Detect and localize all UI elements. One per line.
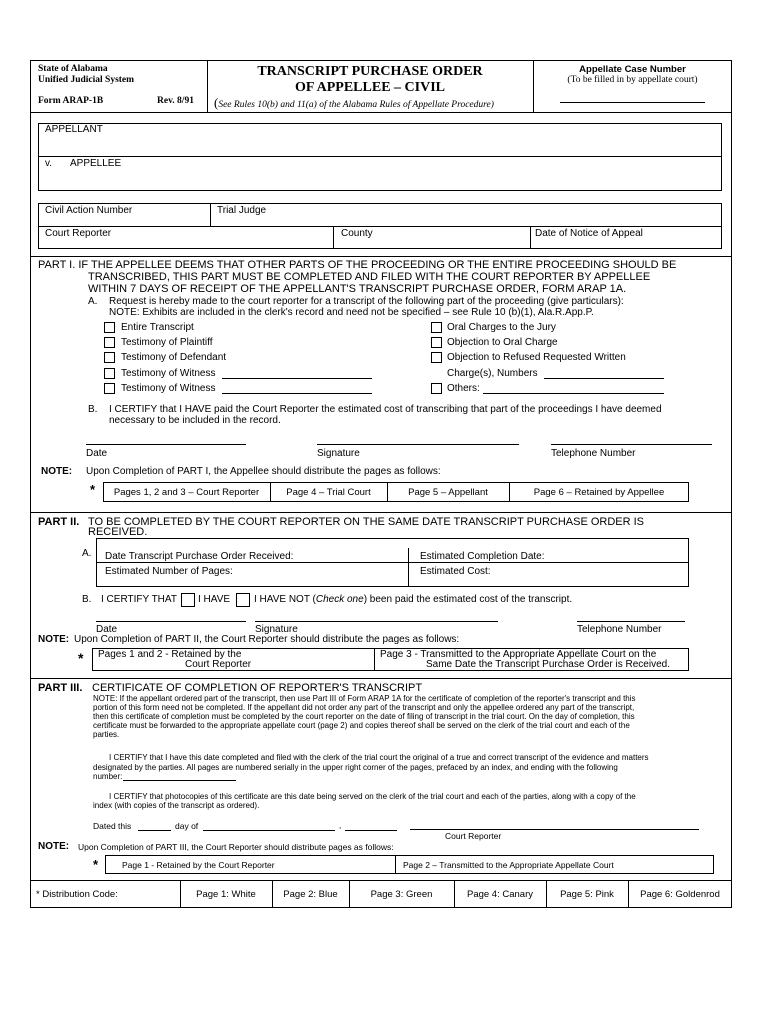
appellee-field[interactable]: [38, 157, 722, 191]
part3-star: *: [93, 857, 99, 872]
appellate-case-number-label: Appellate Case Number: [579, 64, 686, 75]
part2-a-label: A.: [82, 548, 92, 559]
part3-heading: CERTIFICATE OF COMPLETION OF REPORTER'S TRANSCRIPT: [92, 682, 423, 694]
court-reporter-signature-label: Court Reporter: [445, 831, 502, 841]
part2-telephone-label: Telephone Number: [577, 624, 662, 635]
objection-refused-checkbox[interactable]: [431, 352, 442, 363]
have-label: I HAVE: [198, 594, 231, 605]
form-title-1: TRANSCRIPT PURCHASE ORDER: [257, 64, 483, 79]
part1-telephone-field[interactable]: [551, 444, 712, 445]
system-label: Unified Judicial System: [38, 75, 135, 85]
part1-a-note: NOTE: Exhibits are included in the clerk's record and need not be specified – see Rule 10 (b)(1), Ala.R.App.P.: [109, 307, 594, 318]
plaintiff-testimony-checkbox[interactable]: [104, 337, 115, 348]
part3-note-3: then this certificate of completion must be completed by the court reporter on the date of filing of transcript in the trial court. On the day of completion, this: [93, 712, 635, 721]
distribution-code-label: * Distribution Code:: [36, 888, 118, 900]
part2-signature-field[interactable]: [255, 621, 498, 622]
appellate-case-number-sub: (To be filled in by appellate court): [567, 75, 698, 85]
objection-oral-charge-checkbox[interactable]: [431, 337, 442, 348]
part3-certify1-2: designated by the parties. All pages are numbered serially in the upper right corner of the pages, prefaced by an index, and ending with the following: [93, 763, 618, 772]
part2-label: PART II.: [38, 516, 80, 528]
form-title-2: OF APPELLEE – CIVIL: [294, 80, 445, 95]
notice-of-appeal-date-field[interactable]: Date of Notice of Appeal: [535, 228, 643, 239]
date-received-field[interactable]: Date Transcript Purchase Order Received:: [105, 551, 294, 562]
page6-color: Page 6: Goldenrod: [640, 888, 720, 900]
have-not-pre: I HAVE NOT (: [254, 594, 316, 605]
court-reporter-field[interactable]: Court Reporter: [45, 228, 112, 239]
trial-judge-field[interactable]: Trial Judge: [217, 205, 267, 216]
part2-star: *: [78, 650, 84, 666]
rules-reference: [214, 95, 494, 111]
part1-a-label: A.: [88, 296, 98, 307]
form-number: Form ARAP-1B: [38, 96, 104, 106]
versus-label: v.: [45, 158, 53, 169]
witness-name-field-2[interactable]: [222, 393, 372, 394]
page5-color: Page 5: Pink: [560, 888, 614, 900]
page2-color: Page 2: Blue: [283, 888, 338, 900]
rules-text: See Rules 10(b) and 11(a) of the Alabama Rules of Appellate Procedure): [218, 100, 494, 110]
part3-number-label: number:: [93, 772, 123, 781]
part2-heading-1: TO BE COMPLETED BY THE COURT REPORTER ON THE SAME DATE TRANSCRIPT PURCHASE ORDER IS: [88, 516, 645, 528]
part1-note-label: NOTE:: [41, 466, 73, 477]
oral-charges-checkbox[interactable]: [431, 322, 442, 333]
part3-note-label: NOTE:: [38, 841, 70, 852]
dated-year-field[interactable]: [345, 830, 397, 831]
part2-telephone-field[interactable]: [577, 621, 685, 622]
plaintiff-testimony-label: Testimony of Plaintiff: [121, 337, 213, 348]
dated-month-field[interactable]: [203, 830, 335, 831]
est-completion-field[interactable]: Estimated Completion Date:: [420, 551, 545, 562]
page4-color: Page 4: Canary: [466, 888, 533, 900]
day-of-label: day of: [175, 821, 199, 831]
part1-dist-appellant: Page 5 – Appellant: [408, 486, 488, 498]
others-checkbox[interactable]: [431, 383, 442, 394]
part3-label: PART III.: [38, 682, 83, 694]
part2-signature-label: Signature: [255, 624, 298, 635]
part2-date-label: Date: [96, 624, 118, 635]
have-not-text: [254, 594, 572, 605]
part1-b-text-2: necessary to be included in the record.: [109, 415, 281, 426]
dated-day-field[interactable]: [138, 830, 171, 831]
check-one: Check one: [315, 594, 364, 605]
part1-note-text: Upon Completion of PART I, the Appellee should distribute the pages as follows:: [86, 466, 441, 477]
defendant-testimony-checkbox[interactable]: [104, 352, 115, 363]
court-reporter-signature-field[interactable]: [410, 829, 699, 830]
part3-note-1: NOTE: If the appellant ordered part of the transcript, then use Part III of Form ARAP 1A for the certificate of completion of the reporter's transcript and this: [93, 694, 636, 703]
state-label: State of Alabama: [38, 64, 108, 74]
witness-testimony-checkbox-1[interactable]: [104, 368, 115, 379]
part3-dist-appellate-court: Page 2 – Transmitted to the Appropriate Appellate Court: [403, 860, 614, 870]
appellee-label: APPELLEE: [70, 158, 122, 169]
part2-heading-2: RECEIVED.: [88, 526, 148, 538]
part1-heading-2: TRANSCRIBED, THIS PART MUST BE COMPLETED AND FILED WITH THE COURT REPORTER BY APPELLEE: [88, 271, 651, 283]
appellant-label: APPELLANT: [45, 124, 103, 135]
part2-dist-right-2: Same Date the Transcript Purchase Order is Received.: [426, 659, 670, 670]
entire-transcript-label: Entire Transcript: [121, 322, 194, 333]
objection-refused-label: Objection to Refused Requested Written: [447, 352, 626, 363]
part3-note-2: portion of this form need not be completed. If the appellant did not order any part of the transcript and only the appellee ordered any part of the transcript,: [93, 703, 635, 712]
dated-this-label: Dated this: [93, 821, 132, 831]
rules-open-paren: (: [214, 95, 219, 110]
part1-date-label: Date: [86, 448, 108, 459]
part3-note-4: certificate must be forwarded to the appropriate appellate court (page 2) and copies thereof shall be served on the clerk of the trial court and each of the: [93, 721, 630, 730]
part3-certify2-2: index (with copies of the transcript as ordered).: [93, 801, 260, 810]
dated-comma: ,: [339, 821, 342, 830]
part1-dist-trial-court: Page 4 – Trial Court: [286, 486, 371, 498]
civil-action-number-field[interactable]: Civil Action Number: [45, 205, 133, 216]
have-not-paid-checkbox[interactable]: [236, 593, 250, 607]
part1-dist-court-reporter: Pages 1, 2 and 3 – Court Reporter: [113, 486, 260, 498]
part3-note-5: parties.: [93, 730, 120, 739]
part1-star: *: [90, 482, 96, 497]
est-pages-field[interactable]: Estimated Number of Pages:: [105, 566, 233, 577]
part1-heading-1: PART I. IF THE APPELLEE DEEMS THAT OTHER PARTS OF THE PROCEEDING OR THE ENTIRE PROCEEDING SHOULD BE: [38, 259, 677, 271]
part2-dist-left-1: Pages 1 and 2 - Retained by the: [98, 649, 242, 660]
part1-heading-3: WITHIN 7 DAYS OF RECEIPT OF THE APPELLANT'S TRANSCRIPT PURCHASE ORDER, FORM ARAP 1A.: [88, 283, 627, 295]
part1-dist-appellee: Page 6 – Retained by Appellee: [533, 486, 665, 498]
part1-a-text: Request is hereby made to the court reporter for a transcript of the following part of the proceeding (give particulars):: [109, 296, 624, 307]
witness-name-field-1[interactable]: [222, 378, 372, 379]
others-label: Others:: [447, 383, 480, 394]
part2-dist-left-2: Court Reporter: [185, 659, 252, 670]
page3-color: Page 3: Green: [370, 888, 433, 900]
county-field[interactable]: County: [341, 228, 373, 239]
witness-testimony-label-1: Testimony of Witness: [121, 368, 216, 379]
have-not-post: ) been paid the estimated cost of the transcript.: [363, 594, 573, 605]
part2-certify-label: I CERTIFY THAT: [101, 594, 177, 605]
part1-b-label: B.: [88, 404, 98, 415]
part3-dist-court-reporter: Page 1 - Retained by the Court Reporter: [122, 860, 275, 870]
part2-note-label: NOTE:: [38, 634, 70, 645]
est-cost-field[interactable]: Estimated Cost:: [420, 566, 491, 577]
part2-dist-right-1: Page 3 - Transmitted to the Appropriate Appellate Court on the: [380, 649, 657, 660]
charges-numbers-label: Charge(s), Numbers: [447, 368, 538, 379]
part1-date-field[interactable]: [86, 444, 246, 445]
part1-b-text-1: I CERTIFY that I HAVE paid the Court Reporter the estimated cost of transcribing that part of the proceedings I have deemed: [109, 404, 662, 415]
oral-charges-label: Oral Charges to the Jury: [447, 322, 556, 333]
part1-signature-label: Signature: [317, 448, 360, 459]
part3-note-text: Upon Completion of PART III, the Court Reporter should distribute pages as follows:: [78, 842, 394, 852]
part2-date-field[interactable]: [96, 621, 246, 622]
appellant-field[interactable]: [38, 123, 722, 157]
part3-certify1-1: I CERTIFY that I have this date completed and filed with the clerk of the trial court the original of a true and correct transcript of the evidence and matters: [109, 753, 649, 762]
part1-signature-field[interactable]: [317, 444, 519, 445]
part3-certify2-1: I CERTIFY that photocopies of this certificate are this date being served on the clerk of the trial court and each of the parties, along with a copy of the: [109, 792, 636, 801]
part2-note-text: Upon Completion of PART II, the Court Reporter should distribute the pages as follows:: [74, 634, 460, 645]
charges-numbers-field[interactable]: [544, 378, 664, 379]
part1-telephone-label: Telephone Number: [551, 448, 636, 459]
entire-transcript-checkbox[interactable]: [104, 322, 115, 333]
part2-b-label: B.: [82, 594, 92, 605]
page1-color: Page 1: White: [196, 888, 256, 900]
have-paid-checkbox[interactable]: [181, 593, 195, 607]
defendant-testimony-label: Testimony of Defendant: [121, 352, 227, 363]
final-page-number-field[interactable]: [123, 780, 236, 781]
others-field[interactable]: [483, 393, 664, 394]
revision: Rev. 8/91: [157, 96, 194, 106]
witness-testimony-checkbox-2[interactable]: [104, 383, 115, 394]
witness-testimony-label-2: Testimony of Witness: [121, 383, 216, 394]
appellate-case-number-field[interactable]: [560, 102, 705, 103]
objection-oral-charge-label: Objection to Oral Charge: [447, 337, 558, 348]
